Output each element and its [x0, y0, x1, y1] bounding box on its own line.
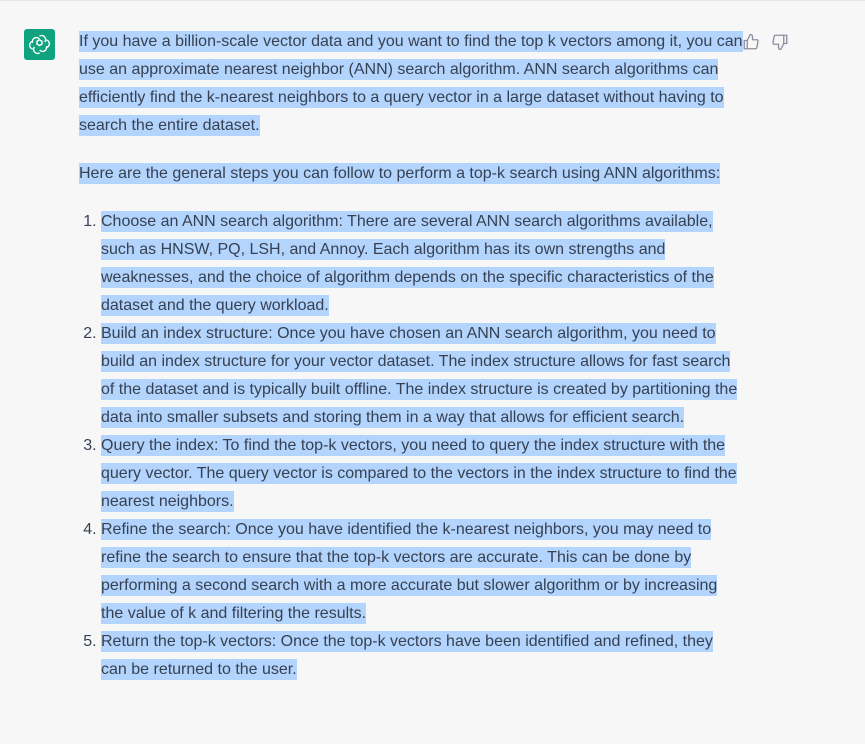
list-item [101, 628, 743, 684]
assistant-avatar [24, 29, 55, 60]
steps-list [79, 208, 743, 684]
intro-paragraph [79, 28, 743, 140]
step-text: Query the index: To find the top-k vectors, you need to query the index structure with the query vector. The query vector is compared to the vectors in the index structure to find the nearest neighbors. [101, 437, 737, 510]
thumbs-down-button[interactable] [770, 32, 790, 52]
step-text: Return the top-k vectors: Once the top-k vectors have been identified and refined, they can be returned to the user. [101, 633, 713, 678]
list-item [101, 320, 743, 432]
steps-intro-text: Here are the general steps you can follow to perform a top-k search using ANN algorithms: [79, 165, 721, 182]
intro-text: If you have a billion-scale vector data and you want to find the top k vectors among it, you can use an approximate nearest neighbor (ANN) search algorithm. ANN search algorithms can efficiently find the k-nearest neighbors to a query vector in a large dataset without having to search the entire dataset. [79, 33, 743, 134]
list-item [101, 516, 743, 628]
step-text: Choose an ANN search algorithm: There are several ANN search algorithms available, such as HNSW, PQ, LSH, and Annoy. Each algorithm has its own strengths and weaknesses, and the choice of algorithm depends on the specific characteristics of the dataset and the query workload. [101, 213, 714, 314]
steps-intro-paragraph [79, 160, 743, 188]
step-text: Build an index structure: Once you have chosen an ANN search algorithm, you need to build an index structure for your vector dataset. The index structure allows for fast search of the dataset and is typically built offline. The index structure is created by partitioning the data into smaller subsets and storing them in a way that allows for efficient search. [101, 325, 738, 426]
list-item [101, 208, 743, 320]
step-text: Refine the search: Once you have identified the k-nearest neighbors, you may need to refine the search to ensure that the top-k vectors are accurate. This can be done by performing a second search with a more accurate but slower algorithm or by increasing the value of k and filtering the results. [101, 521, 718, 622]
openai-logo-icon [28, 33, 51, 56]
thumbs-down-icon [771, 33, 789, 51]
assistant-message [79, 28, 743, 684]
thumbs-up-icon [742, 33, 760, 51]
feedback-buttons [741, 32, 790, 52]
thumbs-up-button[interactable] [741, 32, 761, 52]
list-item [101, 432, 743, 516]
